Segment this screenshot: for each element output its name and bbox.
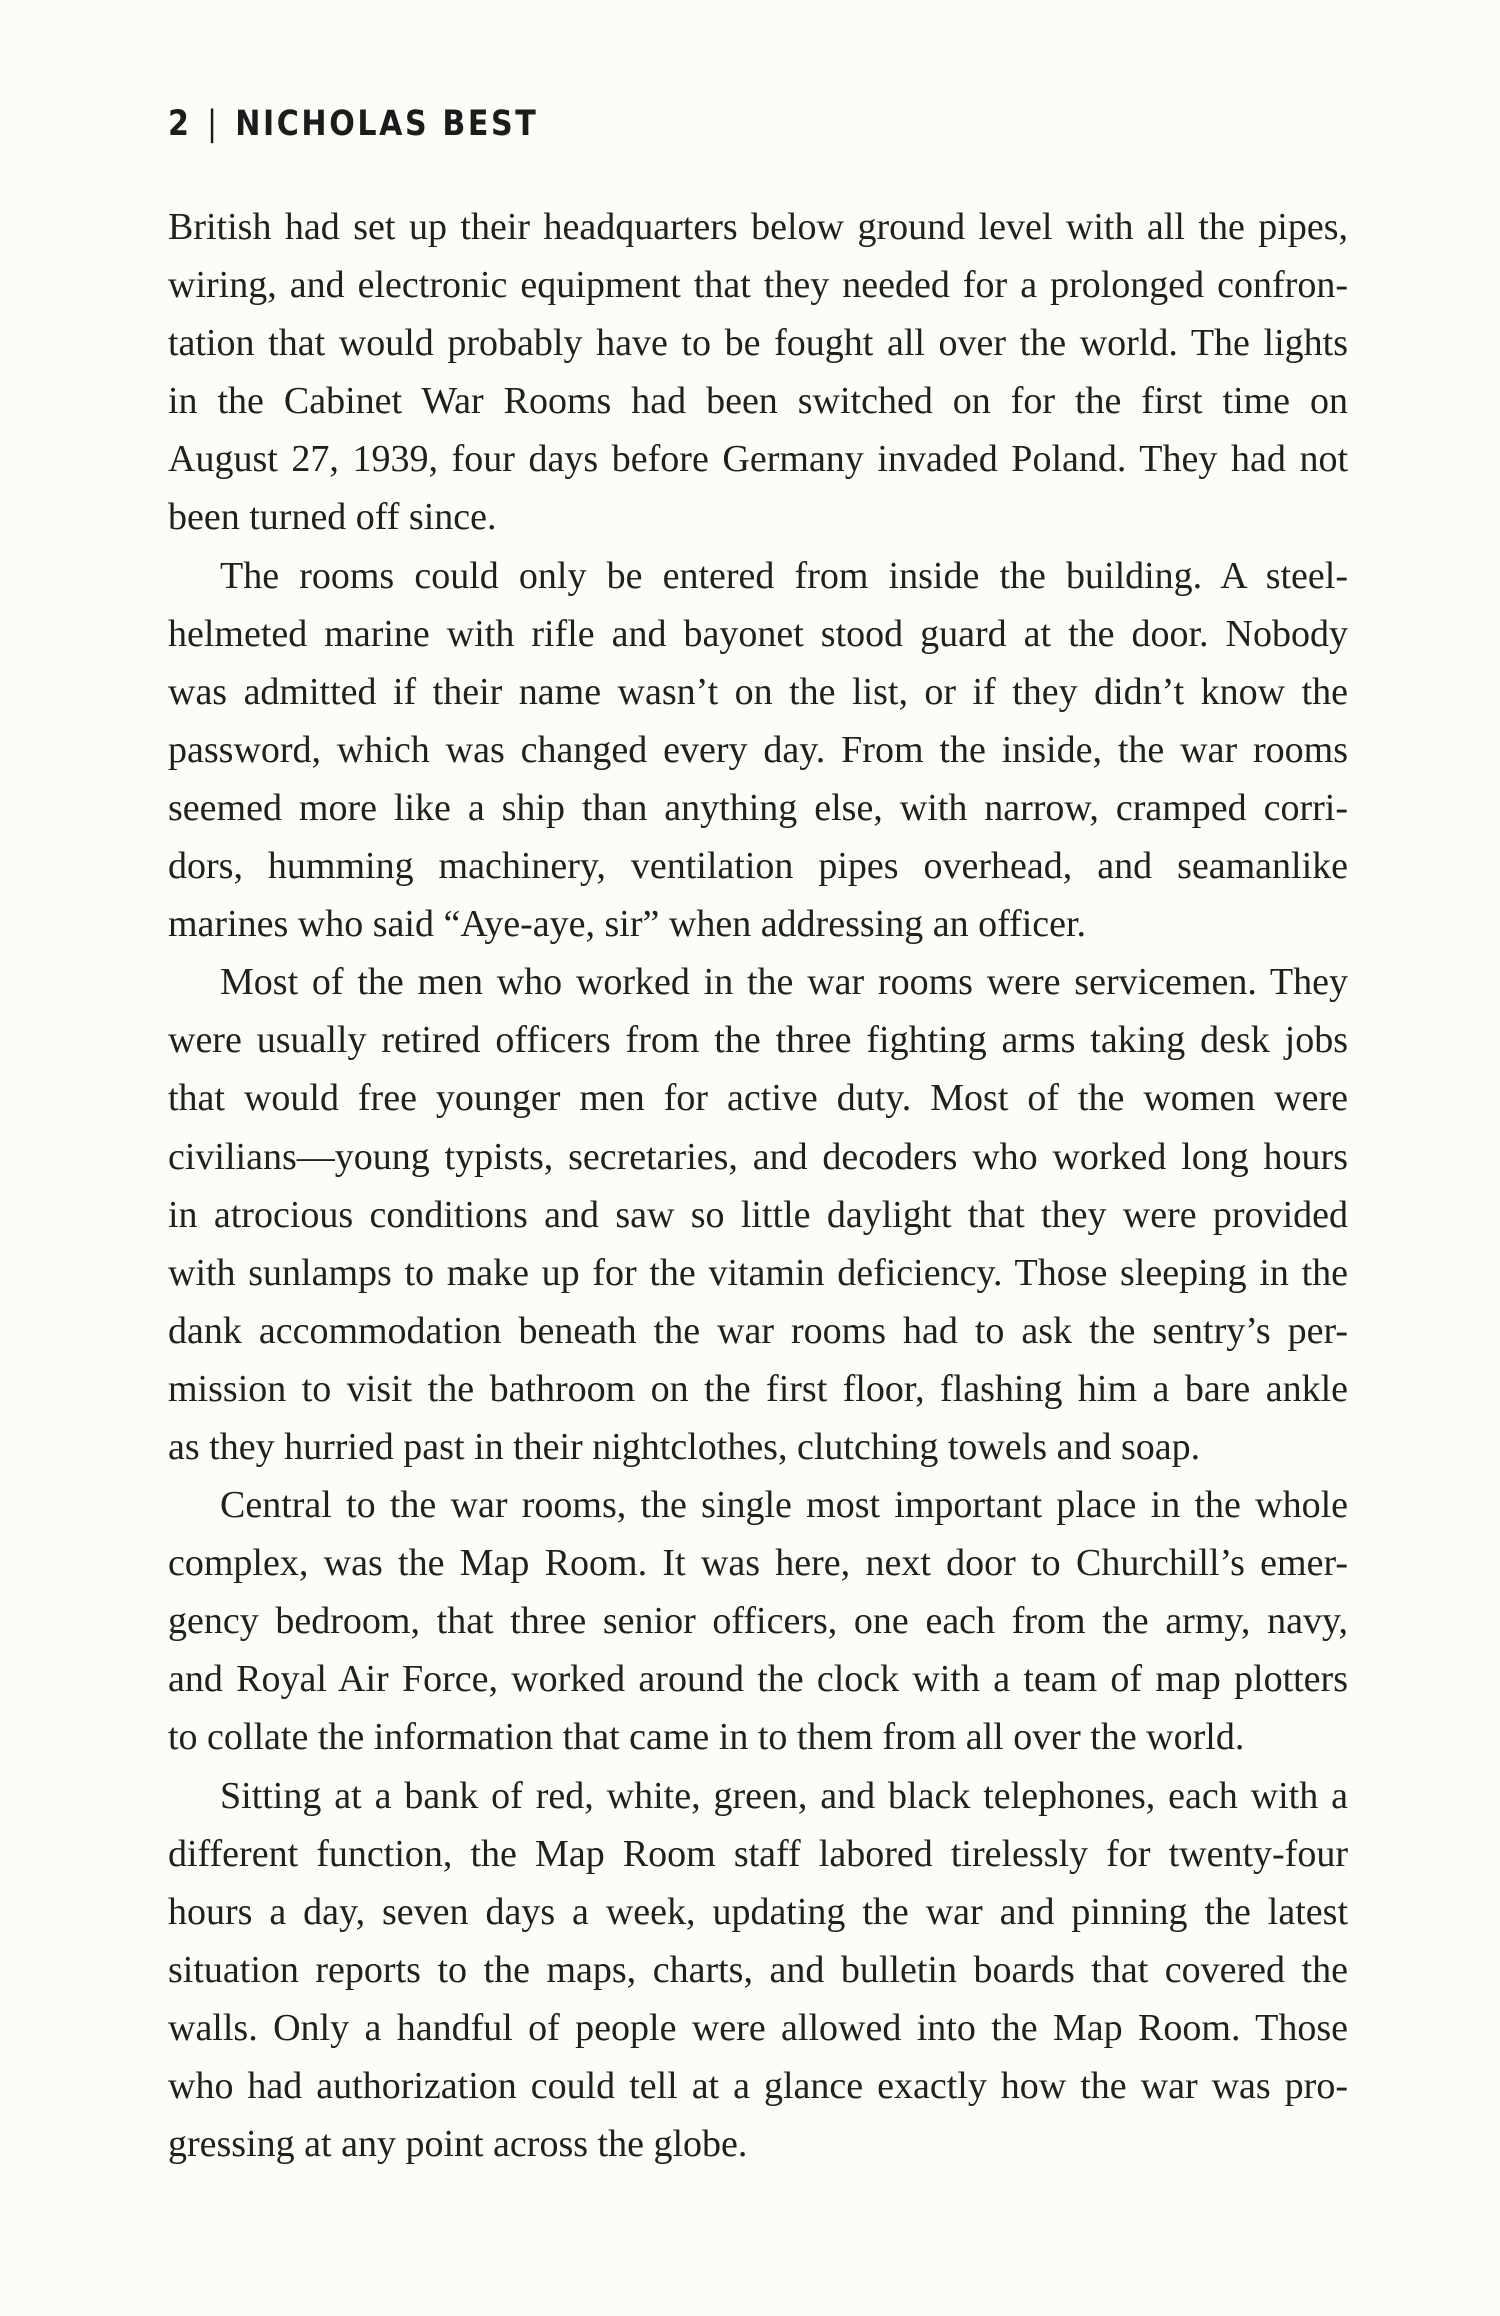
text-line: August 27, 1939, four days before Germany invaded Poland. They had not xyxy=(168,438,1348,481)
running-head xyxy=(168,104,538,144)
text-line: to collate the information that came in to them from all over the world. xyxy=(168,1716,1245,1759)
text-line: situation reports to the maps, charts, and bulletin boards that covered the xyxy=(168,1948,1348,1991)
text-line: dors, humming machinery, ventilation pipes overhead, and seamanlike xyxy=(168,845,1348,888)
paragraph xyxy=(168,547,1348,954)
header-separator: | xyxy=(207,104,220,144)
text-line: with sunlamps to make up for the vitamin deficiency. Those sleeping in the xyxy=(168,1251,1348,1294)
page-number: 2 xyxy=(168,104,192,144)
text-line: gressing at any point across the globe. xyxy=(168,2123,748,2166)
body-text xyxy=(168,198,1348,2173)
text-line: civilians—young typists, secretaries, and decoders who worked long hours xyxy=(168,1135,1348,1178)
text-line: that would free younger men for active duty. Most of the women were xyxy=(168,1077,1348,1120)
text-line: were usually retired officers from the three fighting arms taking desk jobs xyxy=(168,1019,1348,1062)
author-name: NICHOLAS BEST xyxy=(235,104,539,144)
text-line: Sitting at a bank of red, white, green, and black telephones, each with a xyxy=(220,1774,1348,1817)
text-line: marines who said “Aye-aye, sir” when addressing an officer. xyxy=(168,903,1087,946)
text-line: in atrocious conditions and saw so little daylight that they were provided xyxy=(168,1193,1348,1236)
paragraph xyxy=(168,1476,1348,1766)
text-line: was admitted if their name wasn’t on the list, or if they didn’t know the xyxy=(168,670,1348,713)
text-line: wiring, and electronic equipment that they needed for a prolonged confron- xyxy=(168,264,1348,307)
text-line: walls. Only a handful of people were allowed into the Map Room. Those xyxy=(168,2006,1348,2049)
text-line: British had set up their headquarters below ground level with all the pipes, xyxy=(168,206,1348,248)
text-line: dank accommodation beneath the war rooms had to ask the sentry’s per- xyxy=(168,1309,1348,1352)
text-line: been turned off since. xyxy=(168,496,497,539)
text-line: as they hurried past in their nightclothes, clutching towels and soap. xyxy=(168,1425,1201,1468)
text-line: password, which was changed every day. From the inside, the war rooms xyxy=(168,728,1348,771)
text-line: hours a day, seven days a week, updating the war and pinning the latest xyxy=(168,1890,1348,1933)
text-line: and Royal Air Force, worked around the clock with a team of map plotters xyxy=(168,1658,1348,1701)
text-line: gency bedroom, that three senior officers, one each from the army, navy, xyxy=(168,1600,1348,1643)
text-line: seemed more like a ship than anything else, with narrow, cramped corri- xyxy=(168,786,1348,829)
text-line: in the Cabinet War Rooms had been switched on for the first time on xyxy=(168,380,1348,423)
paragraph xyxy=(168,953,1348,1476)
paragraph xyxy=(168,1767,1348,2174)
text-line: The rooms could only be entered from inside the building. A steel- xyxy=(220,554,1348,597)
text-line: different function, the Map Room staff labored tirelessly for twenty-four xyxy=(168,1832,1348,1875)
text-line: mission to visit the bathroom on the first floor, flashing him a bare ankle xyxy=(168,1367,1348,1410)
paragraph xyxy=(168,198,1348,547)
text-line: Most of the men who worked in the war rooms were servicemen. They xyxy=(220,961,1348,1004)
text-line: complex, was the Map Room. It was here, next door to Churchill’s emer- xyxy=(168,1542,1348,1585)
text-line: Central to the war rooms, the single most important place in the whole xyxy=(220,1484,1348,1527)
text-line: tation that would probably have to be fought all over the world. The lights xyxy=(168,322,1348,365)
text-line: who had authorization could tell at a glance exactly how the war was pro- xyxy=(168,2065,1348,2107)
text-line: helmeted marine with rifle and bayonet stood guard at the door. Nobody xyxy=(168,612,1348,655)
